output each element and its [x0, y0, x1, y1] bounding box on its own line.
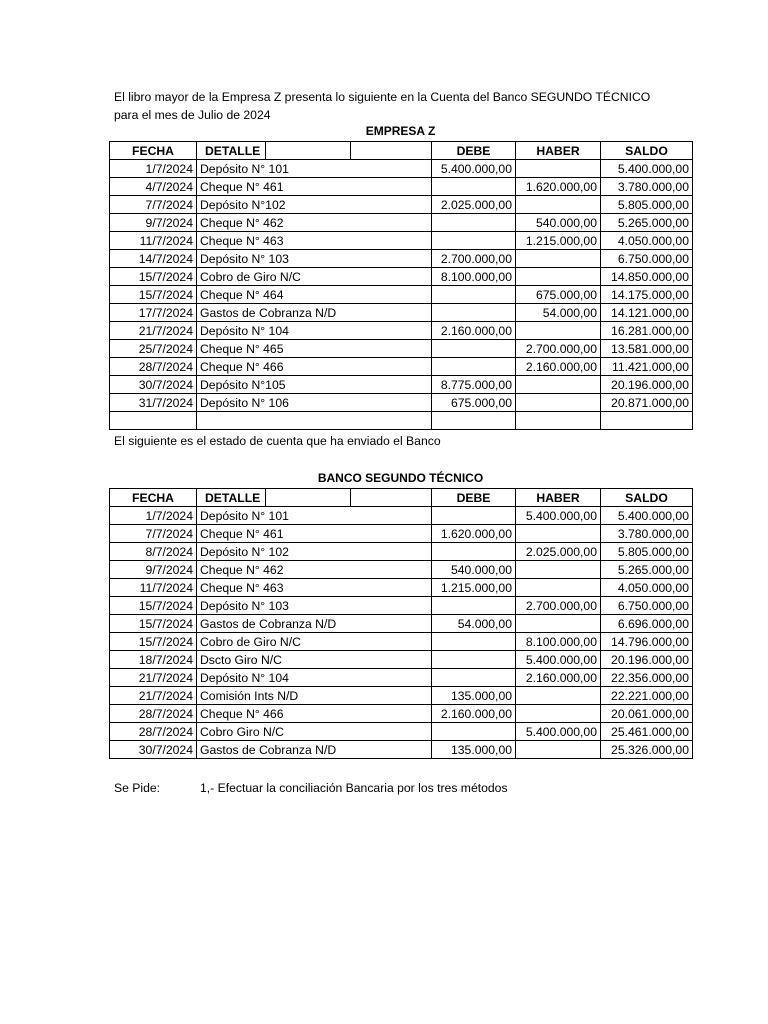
cell-fecha: 15/7/2024 — [110, 286, 197, 304]
cell-detalle: Depósito N° 106 — [197, 394, 351, 412]
col-header-fecha: FECHA — [110, 142, 197, 160]
table-row — [110, 615, 693, 633]
col-header-saldo: SALDO — [601, 142, 693, 160]
cell-debe — [432, 597, 516, 615]
cell-debe: 2.700.000,00 — [432, 250, 516, 268]
col-header-debe: DEBE — [432, 142, 516, 160]
cell-saldo: 13.581.000,00 — [601, 340, 693, 358]
empresa-table-title: EMPRESA Z — [365, 124, 436, 138]
cell-blank — [351, 651, 432, 669]
table-row — [110, 196, 693, 214]
cell-blank — [351, 561, 432, 579]
cell-haber — [516, 196, 601, 214]
cell-blank — [351, 268, 432, 286]
task-label: Se Pide: — [114, 781, 161, 795]
cell-detalle: Cheque N° 462 — [197, 561, 351, 579]
banco-table-body — [110, 507, 693, 759]
cell-detalle: Depósito N° 104 — [197, 322, 351, 340]
cell-fecha: 4/7/2024 — [110, 178, 197, 196]
cell-debe: 2.160.000,00 — [432, 322, 516, 340]
empresa-table-body — [110, 160, 693, 430]
cell-blank — [351, 525, 432, 543]
cell-haber — [516, 250, 601, 268]
cell-saldo: 22.356.000,00 — [601, 669, 693, 687]
cell-haber: 2.700.000,00 — [516, 597, 601, 615]
cell-saldo: 14.121.000,00 — [601, 304, 693, 322]
cell-haber — [516, 412, 601, 430]
cell-fecha: 15/7/2024 — [110, 268, 197, 286]
cell-haber — [516, 525, 601, 543]
cell-fecha: 8/7/2024 — [110, 543, 197, 561]
cell-saldo: 11.421.000,00 — [601, 358, 693, 376]
cell-fecha: 28/7/2024 — [110, 723, 197, 741]
cell-blank — [351, 358, 432, 376]
task-text: 1,- Efectuar la conciliación Bancaria por los tres métodos — [200, 781, 508, 795]
cell-fecha: 30/7/2024 — [110, 376, 197, 394]
cell-debe — [432, 286, 516, 304]
table-row — [110, 232, 693, 250]
table-row — [110, 687, 693, 705]
header-blank-cell — [266, 489, 351, 507]
table-row — [110, 376, 693, 394]
cell-haber: 2.025.000,00 — [516, 543, 601, 561]
cell-blank — [351, 705, 432, 723]
cell-saldo: 20.871.000,00 — [601, 394, 693, 412]
cell-detalle: Cheque N° 465 — [197, 340, 351, 358]
cell-debe — [432, 358, 516, 376]
cell-debe: 540.000,00 — [432, 561, 516, 579]
cell-haber — [516, 615, 601, 633]
cell-haber — [516, 376, 601, 394]
cell-fecha: 30/7/2024 — [110, 741, 197, 759]
table-row — [110, 178, 693, 196]
table-row — [110, 286, 693, 304]
table-row — [110, 160, 693, 178]
cell-detalle: Cheque N° 462 — [197, 214, 351, 232]
cell-blank — [351, 669, 432, 687]
cell-haber — [516, 268, 601, 286]
cell-blank — [351, 232, 432, 250]
table-row — [110, 268, 693, 286]
header-blank-cell — [351, 142, 432, 160]
cell-saldo: 5.265.000,00 — [601, 561, 693, 579]
cell-fecha — [110, 412, 197, 430]
cell-detalle: Depósito N°105 — [197, 376, 351, 394]
cell-blank — [351, 160, 432, 178]
cell-fecha: 1/7/2024 — [110, 160, 197, 178]
cell-detalle: Depósito N°102 — [197, 196, 351, 214]
bank-statement-note: El siguiente es el estado de cuenta que ha enviado el Banco — [114, 434, 441, 448]
intro-line-1: El libro mayor de la Empresa Z presenta lo siguiente en la Cuenta del Banco SEGUNDO TÉCNICO — [114, 90, 651, 104]
cell-fecha: 9/7/2024 — [110, 561, 197, 579]
banco-table-title: BANCO SEGUNDO TÉCNICO — [317, 471, 484, 485]
cell-saldo: 5.265.000,00 — [601, 214, 693, 232]
cell-debe — [432, 669, 516, 687]
cell-saldo: 4.050.000,00 — [601, 579, 693, 597]
cell-saldo: 5.400.000,00 — [601, 507, 693, 525]
cell-blank — [351, 394, 432, 412]
table-row — [110, 394, 693, 412]
cell-saldo: 4.050.000,00 — [601, 232, 693, 250]
cell-blank — [351, 579, 432, 597]
cell-fecha: 7/7/2024 — [110, 525, 197, 543]
cell-detalle: Gastos de Cobranza N/D — [197, 304, 351, 322]
col-header-detalle: DETALLE — [197, 142, 266, 160]
cell-debe — [432, 723, 516, 741]
table-header-row — [110, 142, 693, 160]
table-row — [110, 723, 693, 741]
cell-detalle: Depósito N° 104 — [197, 669, 351, 687]
cell-haber — [516, 741, 601, 759]
cell-detalle: Comisión Ints N/D — [197, 687, 351, 705]
cell-detalle: Depósito N° 103 — [197, 597, 351, 615]
cell-haber: 8.100.000,00 — [516, 633, 601, 651]
cell-detalle: Cheque N° 466 — [197, 705, 351, 723]
cell-debe — [432, 304, 516, 322]
table-row — [110, 597, 693, 615]
cell-debe: 2.160.000,00 — [432, 705, 516, 723]
cell-fecha: 21/7/2024 — [110, 322, 197, 340]
cell-blank — [351, 178, 432, 196]
col-header-debe: DEBE — [432, 489, 516, 507]
cell-detalle: Dscto Giro N/C — [197, 651, 351, 669]
cell-debe: 8.775.000,00 — [432, 376, 516, 394]
cell-blank — [351, 687, 432, 705]
col-header-fecha: FECHA — [110, 489, 197, 507]
cell-haber: 540.000,00 — [516, 214, 601, 232]
cell-fecha: 25/7/2024 — [110, 340, 197, 358]
table-row — [110, 669, 693, 687]
cell-fecha: 11/7/2024 — [110, 232, 197, 250]
col-header-detalle: DETALLE — [197, 489, 266, 507]
table-row — [110, 543, 693, 561]
banco-statement-table — [109, 488, 693, 759]
table-row — [110, 340, 693, 358]
cell-blank — [351, 615, 432, 633]
cell-saldo: 14.796.000,00 — [601, 633, 693, 651]
cell-haber: 5.400.000,00 — [516, 507, 601, 525]
cell-haber — [516, 579, 601, 597]
cell-blank — [351, 322, 432, 340]
cell-debe — [432, 232, 516, 250]
cell-blank — [351, 633, 432, 651]
cell-fecha: 21/7/2024 — [110, 669, 197, 687]
table-row — [110, 507, 693, 525]
table-row — [110, 705, 693, 723]
cell-detalle: Cobro de Giro N/C — [197, 268, 351, 286]
cell-blank — [351, 286, 432, 304]
cell-debe — [432, 651, 516, 669]
cell-fecha: 15/7/2024 — [110, 597, 197, 615]
cell-fecha: 1/7/2024 — [110, 507, 197, 525]
cell-saldo: 5.805.000,00 — [601, 543, 693, 561]
cell-blank — [351, 741, 432, 759]
cell-fecha: 14/7/2024 — [110, 250, 197, 268]
cell-fecha: 15/7/2024 — [110, 633, 197, 651]
task-statement — [114, 781, 508, 795]
cell-detalle: Depósito N° 101 — [197, 160, 351, 178]
cell-detalle: Cheque N° 461 — [197, 178, 351, 196]
table-row — [110, 358, 693, 376]
cell-haber — [516, 394, 601, 412]
cell-debe — [432, 507, 516, 525]
cell-blank — [351, 412, 432, 430]
intro-line-2: para el mes de Julio de 2024 — [114, 108, 271, 122]
cell-blank — [351, 340, 432, 358]
cell-detalle — [197, 412, 351, 430]
cell-debe: 135.000,00 — [432, 687, 516, 705]
cell-saldo: 16.281.000,00 — [601, 322, 693, 340]
table-row — [110, 525, 693, 543]
cell-haber: 2.160.000,00 — [516, 669, 601, 687]
cell-saldo: 20.196.000,00 — [601, 651, 693, 669]
table-row — [110, 741, 693, 759]
table-row — [110, 304, 693, 322]
header-blank-cell — [351, 489, 432, 507]
cell-haber: 675.000,00 — [516, 286, 601, 304]
cell-debe — [432, 178, 516, 196]
cell-debe: 8.100.000,00 — [432, 268, 516, 286]
cell-saldo: 20.061.000,00 — [601, 705, 693, 723]
cell-fecha: 11/7/2024 — [110, 579, 197, 597]
cell-saldo: 3.780.000,00 — [601, 178, 693, 196]
cell-fecha: 18/7/2024 — [110, 651, 197, 669]
cell-haber — [516, 705, 601, 723]
cell-blank — [351, 250, 432, 268]
cell-fecha: 7/7/2024 — [110, 196, 197, 214]
table-row — [110, 214, 693, 232]
cell-blank — [351, 214, 432, 232]
cell-haber — [516, 322, 601, 340]
cell-haber: 2.700.000,00 — [516, 340, 601, 358]
table-row — [110, 579, 693, 597]
cell-saldo: 22.221.000,00 — [601, 687, 693, 705]
cell-detalle: Cheque N° 466 — [197, 358, 351, 376]
cell-blank — [351, 376, 432, 394]
cell-haber — [516, 561, 601, 579]
cell-haber — [516, 160, 601, 178]
cell-blank — [351, 304, 432, 322]
cell-detalle: Cheque N° 463 — [197, 579, 351, 597]
cell-fecha: 31/7/2024 — [110, 394, 197, 412]
cell-saldo: 6.750.000,00 — [601, 597, 693, 615]
header-blank-cell — [266, 142, 351, 160]
table-row — [110, 412, 693, 430]
cell-haber: 5.400.000,00 — [516, 651, 601, 669]
cell-detalle: Depósito N° 103 — [197, 250, 351, 268]
cell-debe: 5.400.000,00 — [432, 160, 516, 178]
cell-blank — [351, 507, 432, 525]
cell-haber — [516, 687, 601, 705]
cell-haber: 2.160.000,00 — [516, 358, 601, 376]
cell-debe: 54.000,00 — [432, 615, 516, 633]
cell-detalle: Cheque N° 464 — [197, 286, 351, 304]
col-header-haber: HABER — [516, 142, 601, 160]
cell-debe: 1.620.000,00 — [432, 525, 516, 543]
cell-fecha: 28/7/2024 — [110, 705, 197, 723]
cell-saldo: 3.780.000,00 — [601, 525, 693, 543]
cell-debe: 2.025.000,00 — [432, 196, 516, 214]
table-header-row — [110, 489, 693, 507]
cell-haber: 1.215.000,00 — [516, 232, 601, 250]
cell-saldo — [601, 412, 693, 430]
cell-detalle: Gastos de Cobranza N/D — [197, 741, 351, 759]
cell-fecha: 21/7/2024 — [110, 687, 197, 705]
cell-detalle: Depósito N° 101 — [197, 507, 351, 525]
table-row — [110, 651, 693, 669]
cell-debe: 135.000,00 — [432, 741, 516, 759]
cell-detalle: Gastos de Cobranza N/D — [197, 615, 351, 633]
cell-saldo: 5.805.000,00 — [601, 196, 693, 214]
col-header-saldo: SALDO — [601, 489, 693, 507]
cell-haber: 54.000,00 — [516, 304, 601, 322]
cell-debe — [432, 412, 516, 430]
cell-fecha: 15/7/2024 — [110, 615, 197, 633]
cell-blank — [351, 723, 432, 741]
cell-debe — [432, 214, 516, 232]
cell-detalle: Depósito N° 102 — [197, 543, 351, 561]
cell-debe: 675.000,00 — [432, 394, 516, 412]
cell-saldo: 5.400.000,00 — [601, 160, 693, 178]
cell-saldo: 14.850.000,00 — [601, 268, 693, 286]
cell-debe — [432, 543, 516, 561]
empresa-ledger-table — [109, 141, 693, 430]
cell-detalle: Cobro de Giro N/C — [197, 633, 351, 651]
cell-fecha: 28/7/2024 — [110, 358, 197, 376]
intro-paragraph — [114, 88, 694, 124]
cell-debe: 1.215.000,00 — [432, 579, 516, 597]
cell-blank — [351, 543, 432, 561]
cell-saldo: 6.750.000,00 — [601, 250, 693, 268]
cell-haber: 5.400.000,00 — [516, 723, 601, 741]
cell-fecha: 9/7/2024 — [110, 214, 197, 232]
cell-blank — [351, 597, 432, 615]
cell-saldo: 14.175.000,00 — [601, 286, 693, 304]
table-row — [110, 633, 693, 651]
cell-debe — [432, 340, 516, 358]
cell-saldo: 20.196.000,00 — [601, 376, 693, 394]
cell-detalle: Cheque N° 461 — [197, 525, 351, 543]
cell-detalle: Cobro Giro N/C — [197, 723, 351, 741]
cell-debe — [432, 633, 516, 651]
table-row — [110, 250, 693, 268]
cell-detalle: Cheque N° 463 — [197, 232, 351, 250]
col-header-haber: HABER — [516, 489, 601, 507]
table-row — [110, 561, 693, 579]
cell-fecha: 17/7/2024 — [110, 304, 197, 322]
cell-blank — [351, 196, 432, 214]
cell-haber: 1.620.000,00 — [516, 178, 601, 196]
table-row — [110, 322, 693, 340]
cell-saldo: 6.696.000,00 — [601, 615, 693, 633]
cell-saldo: 25.461.000,00 — [601, 723, 693, 741]
cell-saldo: 25.326.000,00 — [601, 741, 693, 759]
